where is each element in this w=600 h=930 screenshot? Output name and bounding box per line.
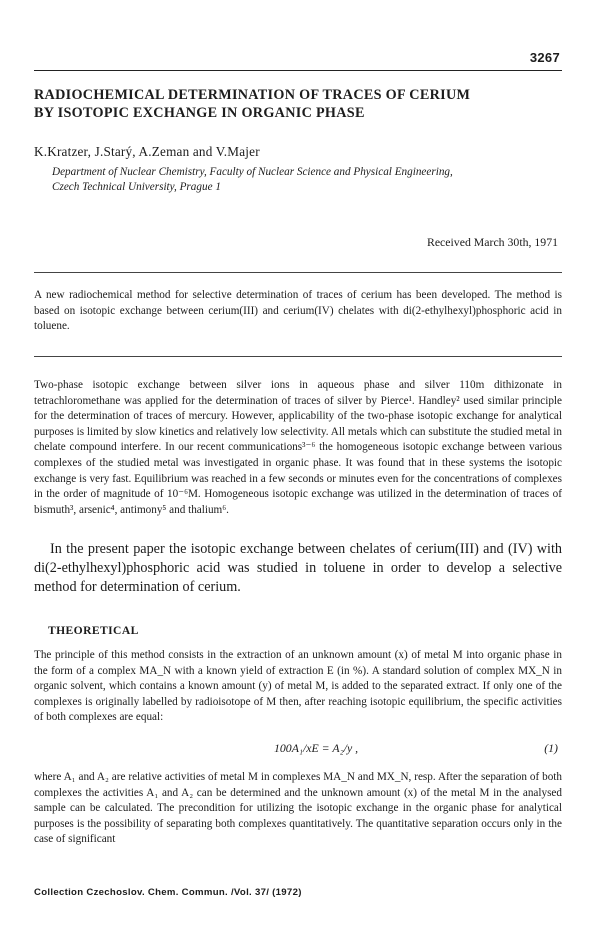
- journal-footer: Collection Czechoslov. Chem. Commun. /Vol. 37/ (1972): [34, 887, 302, 898]
- affiliation-line-1: Department of Nuclear Chemistry, Faculty of Nuclear Science and Physical Engineering,: [52, 166, 453, 178]
- article-title: [34, 86, 564, 122]
- equation-body: 100A₁/xE = A₂/y ,: [274, 741, 359, 755]
- title-line-2: BY ISOTOPIC EXCHANGE IN ORGANIC PHASE: [34, 105, 365, 121]
- theory-paragraph-2: where A₁ and A₂ are relative activities of metal M in complexes MA_N and MX_N, resp. After the separation of both complexes the activities A₁ and A₂ can be determined and the unknown amount (x) of the metal M in the analysed sample can be calculated. The precondition for utilizing the isotopic exchange in the organic phase for analytical purposes is the possibility of separating both complexes quantitatively. The quantitative separation occurs only in the case of significant: [34, 771, 562, 846]
- authors: K.Kratzer, J.Starý, A.Zeman and V.Majer: [34, 144, 260, 159]
- received-date: Received March 30th, 1971: [426, 235, 558, 249]
- header-rule: [34, 70, 562, 71]
- abstract: A new radiochemical method for selective determination of traces of cerium has been developed. The method is based on isotopic exchange between cerium(III) and cerium(IV) chelates with di(2-ethylhexyl)phosphoric acid in toluene.: [34, 289, 562, 332]
- abstract-bottom-rule: [34, 356, 562, 357]
- section-heading: THEORETICAL: [48, 624, 139, 637]
- page-number: 3267: [529, 50, 560, 65]
- abstract-top-rule: [34, 272, 562, 273]
- intro-paragraph-1: Two-phase isotopic exchange between silver ions in aqueous phase and silver 110m dithizonate in tetrachloromethane was applied for the determination of traces of silver by Pierce¹. Handley² used similar principle for the determination of traces of mercury. However, applicability of the two-phase isotopic exchange for analytical purposes is limited by slow kinetics and relatively low selectivity. All metals which can substitute the studied metal in chelate compound interfere. In our recent communications³⁻⁶ the homogeneous isotopic exchange between various complexes of the studied metal was investigated in organic phase. It was found that in these systems the isotopic exchange is very fast. Equilibrium was reached in a few seconds or minutes even for the concentrations of complexes in the order of magnitude of 10⁻⁶M. Homogeneous isotopic exchange was utilized in the determination of traces of bismuth³, arsenic⁴, antimony⁵ and thalium⁶.: [34, 379, 562, 516]
- title-line-1: RADIOCHEMICAL DETERMINATION OF TRACES OF CERIUM: [34, 87, 471, 103]
- intro-paragraph-2: In the present paper the isotopic exchange between chelates of cerium(III) and (IV) with di(2-ethylhexyl)phosphoric acid was studied in toluene in order to develop a selective method for determination of cerium.: [34, 541, 562, 595]
- theory-paragraph-1: The principle of this method consists in the extraction of an unknown amount (x) of metal M into organic phase in the form of a complex MA_N with a known yield of extraction E (in %). A standard solution of complex MX_N in organic solvent, which contains a known amount (y) of metal M, is added to the separated extract. If only one of the complexes is originally labelled by radioisotope of M then, after reaching isotopic equilibrium, the specific activities of both complexes are equal:: [34, 649, 562, 724]
- affiliation-line-2: Czech Technical University, Prague 1: [52, 181, 221, 193]
- affiliation: [52, 165, 572, 195]
- equation-1: [34, 741, 562, 759]
- equation-number: (1): [544, 741, 558, 755]
